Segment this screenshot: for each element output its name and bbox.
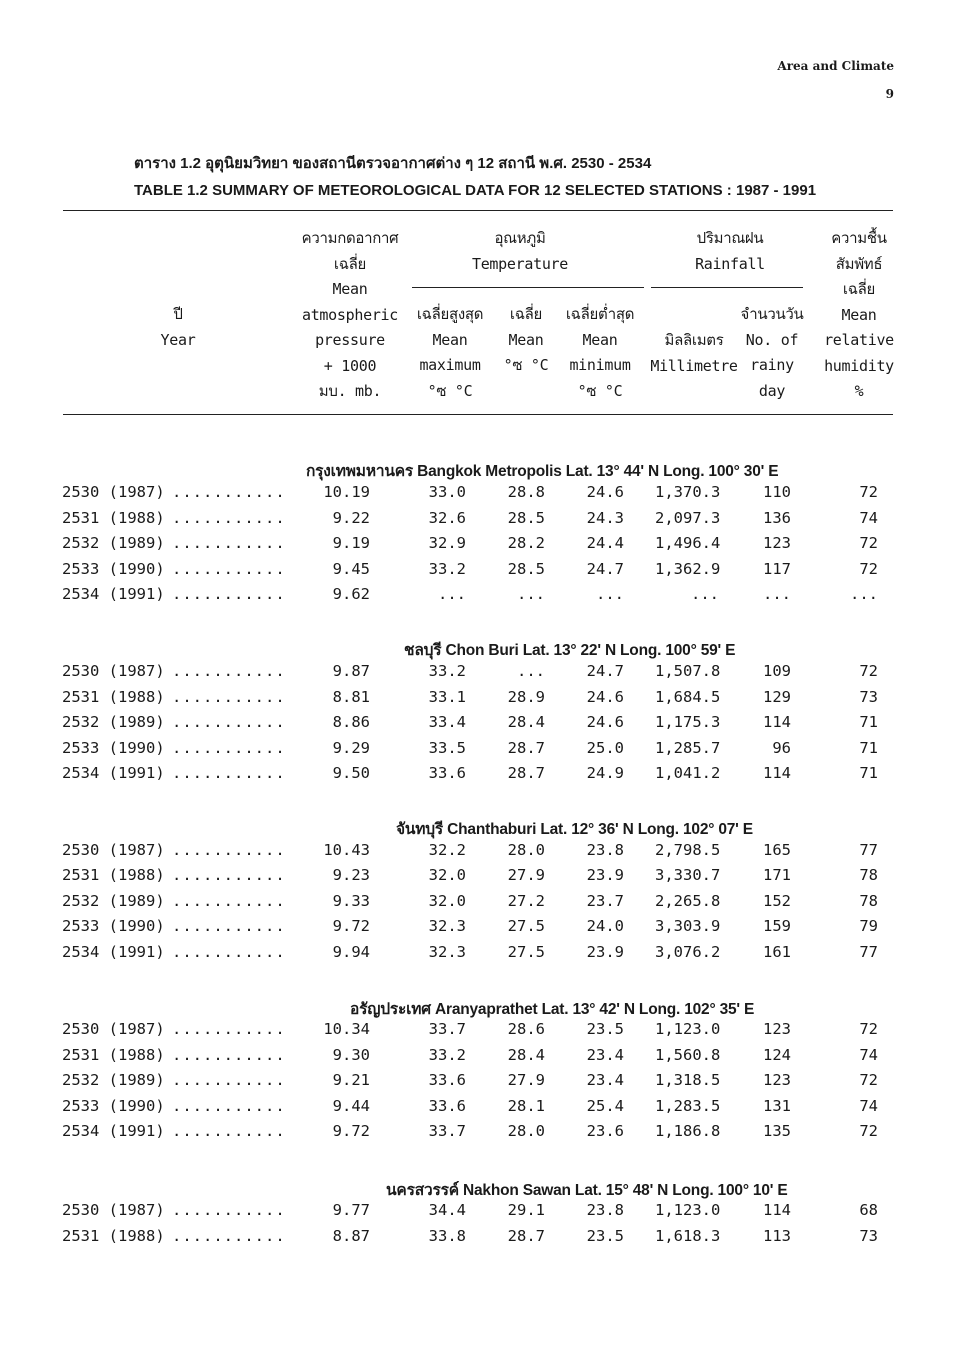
station-heading: ชลบุรี Chon Buri Lat. 13° 22' N Long. 100° 59' E <box>404 642 736 659</box>
table-row: 2533 (1990) ........... 9.44 33.6 28.1 25.4 1,283.5 131 74 <box>62 1097 878 1115</box>
header-rain-mm: มิลลิเมตร Millimetre <box>650 331 738 375</box>
top-rule <box>63 210 893 211</box>
header-bottom-rule <box>63 414 893 415</box>
table-row: 2530 (1987) ........... 10.19 33.0 28.8 24.6 1,370.3 110 72 <box>62 483 878 501</box>
section-title: Area and Climate <box>777 59 894 73</box>
station-heading: กรุงเทพมหานคร Bangkok Metropolis Lat. 13° 44' N Long. 100° 30' E <box>306 463 779 480</box>
station-heading: นครสวรรค์ Nakhon Sawan Lat. 15° 48' N Long. 100° 10' E <box>386 1182 788 1199</box>
table-row: 2533 (1990) ........... 9.45 33.2 28.5 24.7 1,362.9 117 72 <box>62 560 878 578</box>
table-row: 2530 (1987) ........... 9.77 34.4 29.1 23.8 1,123.0 114 68 <box>62 1201 878 1219</box>
station-heading: จันทบุรี Chanthaburi Lat. 12° 36' N Long. 102° 07' E <box>396 821 753 838</box>
header-rainfall: ปริมาณฝน Rainfall <box>695 229 765 273</box>
table-title-english: TABLE 1.2 SUMMARY OF METEOROLOGICAL DATA FOR 12 SELECTED STATIONS : 1987 - 1991 <box>134 182 817 199</box>
header-temp-min: เฉลี่ยต่ำสุด Mean minimum °ซ °C <box>565 305 635 400</box>
table-row: 2533 (1990) ........... 9.72 32.3 27.5 24.0 3,303.9 159 79 <box>62 917 878 935</box>
running-head <box>777 52 894 108</box>
header-pressure: ความกดอากาศ เฉลี่ย Mean atmospheric pressure + 1000 มบ. mb. <box>301 229 399 400</box>
table-row: 2532 (1989) ........... 9.33 32.0 27.2 23.7 2,265.8 152 78 <box>62 892 878 910</box>
table-row: 2530 (1987) ........... 10.34 33.7 28.6 23.5 1,123.0 123 72 <box>62 1020 878 1038</box>
table-row: 2531 (1988) ........... 8.81 33.1 28.9 24.6 1,684.5 129 73 <box>62 688 878 706</box>
header-rain-days: จำนวนวัน No. of rainy day <box>740 305 804 400</box>
table-row: 2534 (1991) ........... 9.50 33.6 28.7 24.9 1,041.2 114 71 <box>62 764 878 782</box>
table-row: 2530 (1987) ........... 10.43 32.2 28.0 23.8 2,798.5 165 77 <box>62 841 878 859</box>
table-title <box>134 150 816 204</box>
table-row: 2531 (1988) ........... 9.22 32.6 28.5 24.3 2,097.3 136 74 <box>62 509 878 527</box>
table-title-thai: ตาราง 1.2 อุตุนิยมวิทยา ของสถานีตรวจอากาศต่าง ๆ 12 สถานี พ.ศ. 2530 - 2534 <box>134 155 652 172</box>
station-heading: อรัญประเทศ Aranyaprathet Lat. 13° 42' N Long. 102° 35' E <box>350 1001 755 1018</box>
header-temperature: อุณหภูมิ Temperature <box>471 229 569 273</box>
header-temp-mean: เฉลี่ย Mean °ซ °C <box>503 305 549 374</box>
table-row: 2532 (1989) ........... 9.19 32.9 28.2 24.4 1,496.4 123 72 <box>62 534 878 552</box>
header-temp-max: เฉลี่ยสูงสุด Mean maximum °ซ °C <box>416 305 484 400</box>
header-year: ปี Year <box>160 305 196 349</box>
table-row: 2531 (1988) ........... 9.30 33.2 28.4 23.4 1,560.8 124 74 <box>62 1046 878 1064</box>
table-row: 2533 (1990) ........... 9.29 33.5 28.7 25.0 1,285.7 96 71 <box>62 739 878 757</box>
table-row: 2534 (1991) ........... 9.72 33.7 28.0 23.6 1,186.8 135 72 <box>62 1122 878 1140</box>
table-row: 2531 (1988) ........... 8.87 33.8 28.7 23.5 1,618.3 113 73 <box>62 1227 878 1245</box>
table-row: 2534 (1991) ........... 9.94 32.3 27.5 23.9 3,076.2 161 77 <box>62 943 878 961</box>
table-row: 2530 (1987) ........... 9.87 33.2 ... 24.7 1,507.8 109 72 <box>62 662 878 680</box>
temperature-rule <box>412 287 644 288</box>
table-row: 2532 (1989) ........... 8.86 33.4 28.4 24.6 1,175.3 114 71 <box>62 713 878 731</box>
rainfall-rule <box>651 287 803 288</box>
table-row: 2532 (1989) ........... 9.21 33.6 27.9 23.4 1,318.5 123 72 <box>62 1071 878 1089</box>
table-row: 2534 (1991) ........... 9.62 ... ... ... ... ... ... <box>62 585 878 603</box>
table-row: 2531 (1988) ........... 9.23 32.0 27.9 23.9 3,330.7 171 78 <box>62 866 878 884</box>
header-humidity: ความชื้น สัมพัทธ์ เฉลี่ย Mean relative humidity % <box>824 229 894 400</box>
page-number: 9 <box>885 87 894 101</box>
